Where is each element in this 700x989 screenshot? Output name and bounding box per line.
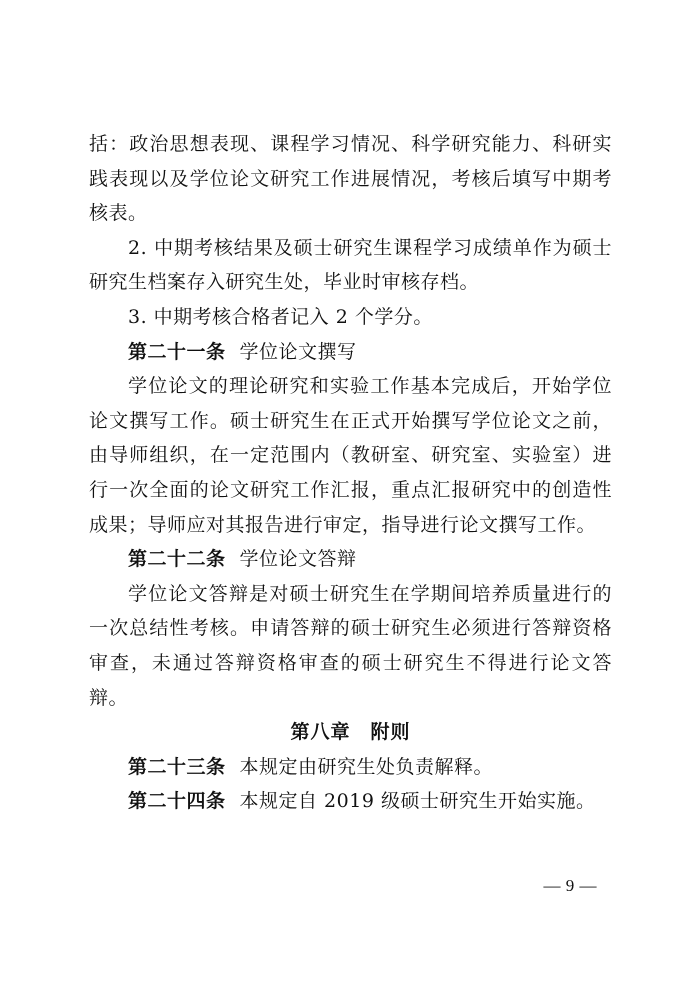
article-21-subject: 学位论文撰写 [239, 340, 357, 363]
chapter-8-heading: 第八章 附则 [290, 721, 411, 744]
document-body [89, 127, 612, 819]
article-23 [89, 750, 612, 785]
article-24-title: 第二十四条 [128, 790, 226, 813]
article-21-title: 第二十一条 [128, 340, 226, 363]
paragraph-assessment-content: 括：政治思想表现、课程学习情况、科学研究能力、科研实践表现以及学位论文研究工作进展情况，考核后填写中期考核表。 [89, 133, 612, 225]
article-22-heading [89, 542, 612, 577]
article-22-subject: 学位论文答辩 [239, 548, 357, 571]
article-22-body: 学位论文答辩是对硕士研究生在学期间培养质量进行的一次总结性考核。申请答辩的硕士研究生必须进行答辩资格审查，未通过答辩资格审查的硕士研究生不得进行论文答辩。 [89, 582, 612, 709]
paragraph-item-3: 3. 中期考核合格者记入 2 个学分。 [128, 305, 433, 328]
article-24 [89, 784, 612, 819]
article-22-title: 第二十二条 [128, 548, 226, 571]
paragraph-item-2: 2. 中期考核结果及硕士研究生课程学习成绩单作为硕士研究生档案存入研究生处，毕业时审核存档。 [89, 236, 612, 294]
page-number: — 9 — [543, 876, 597, 895]
article-21-heading [89, 335, 612, 370]
article-21-body: 学位论文的理论研究和实验工作基本完成后，开始学位论文撰写工作。硕士研究生在正式开始撰写学位论文之前，由导师组织，在一定范围内（教研室、研究室、实验室）进行一次全面的论文研究工作汇报，重点汇报研究中的创造性成果；导师应对其报告进行审定，指导进行论文撰写工作。 [89, 375, 612, 536]
article-23-text: 本规定由研究生处负责解释。 [239, 755, 494, 778]
article-24-text: 本规定自 2019 级硕士研究生开始实施。 [239, 790, 596, 813]
article-23-title: 第二十三条 [128, 755, 226, 778]
